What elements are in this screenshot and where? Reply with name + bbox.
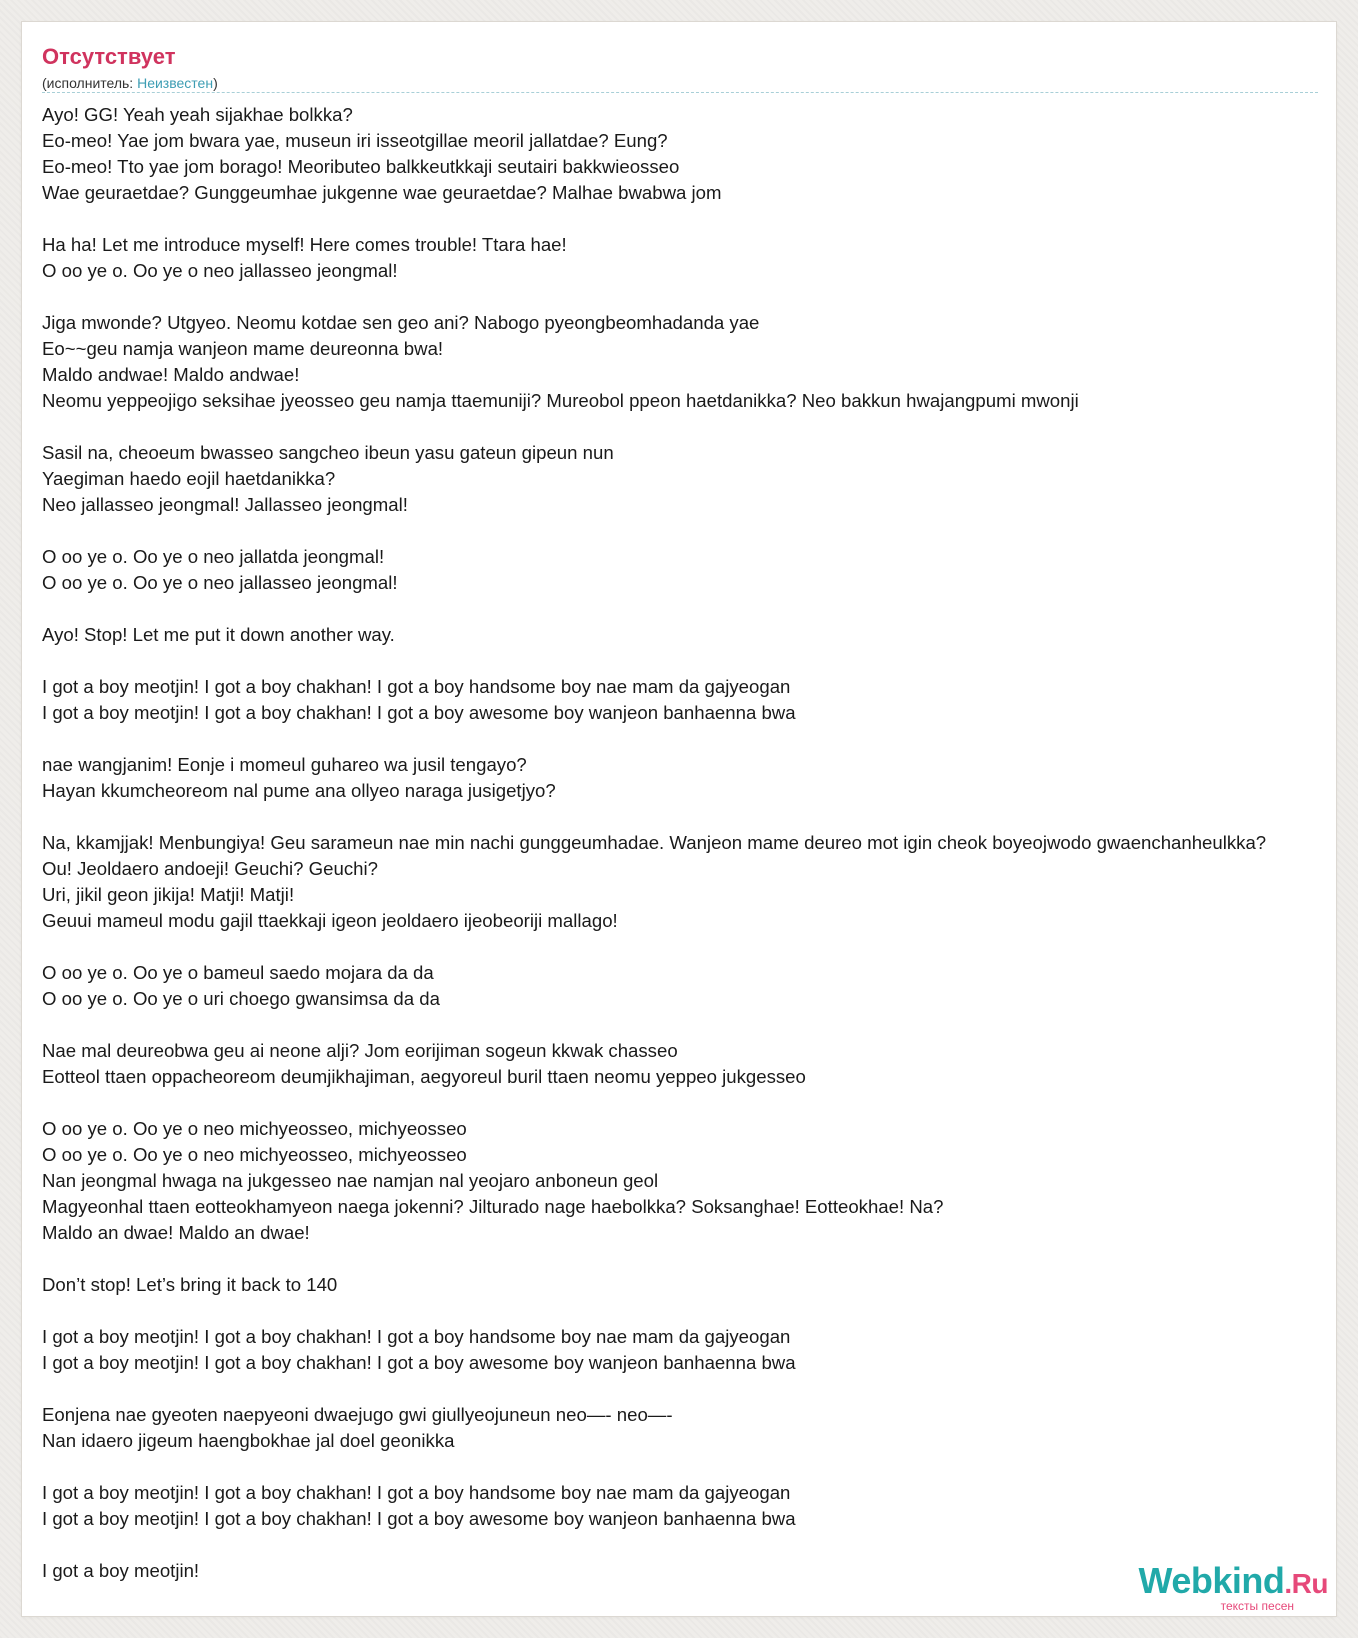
logo-ru-text: .Ru	[1284, 1568, 1328, 1599]
lyric-line: Wae geuraetdae? Gunggeumhae jukgenne wae geuraetdae? Malhae bwabwa jom	[42, 182, 722, 203]
logo-wordmark	[1138, 1560, 1328, 1602]
lyric-line: Yaegiman haedo eojil haetdanikka?	[42, 468, 336, 489]
lyric-line: Don’t stop! Let’s bring it back to 140	[42, 1274, 338, 1295]
artist-link[interactable]: Неизвестен	[137, 75, 214, 91]
lyrics-card	[22, 22, 1336, 1616]
lyric-blank-line	[42, 1532, 1336, 1558]
lyric-line: Eonjena nae gyeoten naepyeoni dwaejugo gwi giullyeojuneun neo—- neo—-	[42, 1404, 673, 1425]
lyric-line: Ha ha! Let me introduce myself! Here comes trouble! Ttara hae!	[42, 234, 567, 255]
lyric-line: I got a boy meotjin! I got a boy chakhan! I got a boy handsome boy nae mam da gajyeogan	[42, 676, 791, 697]
lyric-line: Eotteol ttaen oppacheoreom deumjikhajiman, aegyoreul buril ttaen neomu yeppeo jukgesseo	[42, 1066, 806, 1087]
artist-line	[42, 74, 1316, 92]
lyric-line: nae wangjanim! Eonje i momeul guhareo wa jusil tengayo?	[42, 754, 527, 775]
lyric-line: Maldo an dwae! Maldo an dwae!	[42, 1222, 310, 1243]
lyric-line: I got a boy meotjin! I got a boy chakhan! I got a boy awesome boy wanjeon banhaenna bwa	[42, 1508, 796, 1529]
lyric-blank-line	[42, 1012, 1336, 1038]
lyric-line: O oo ye o. Oo ye o uri choego gwansimsa da da	[42, 988, 440, 1009]
lyric-line: I got a boy meotjin! I got a boy chakhan! I got a boy handsome boy nae mam da gajyeogan	[42, 1326, 791, 1347]
lyric-blank-line	[42, 648, 1336, 674]
lyric-blank-line	[42, 206, 1336, 232]
lyric-line: Sasil na, cheoeum bwasseo sangcheo ibeun yasu gateun gipeun nun	[42, 442, 614, 463]
lyric-line: Nan jeongmal hwaga na jukgesseo nae namjan nal yeojaro anboneun geol	[42, 1170, 659, 1191]
lyric-line: Ou! Jeoldaero andoeji! Geuchi? Geuchi?	[42, 858, 378, 879]
lyric-blank-line	[42, 1298, 1336, 1324]
lyric-line: I got a boy meotjin! I got a boy chakhan! I got a boy awesome boy wanjeon banhaenna bwa	[42, 1352, 796, 1373]
lyric-blank-line	[42, 284, 1336, 310]
lyric-blank-line	[42, 414, 1336, 440]
lyric-line: O oo ye o. Oo ye o neo michyeosseo, michyeosseo	[42, 1144, 467, 1165]
lyric-line: Uri, jikil geon jikija! Matji! Matji!	[42, 884, 295, 905]
lyric-line: O oo ye o. Oo ye o neo michyeosseo, michyeosseo	[42, 1118, 467, 1139]
lyric-blank-line	[42, 518, 1336, 544]
lyric-line: Na, kkamjjak! Menbungiya! Geu sarameun nae min nachi gunggeumhadae. Wanjeon mame deureo mot igin cheok boyeojwodo gwaenchanheulkka?	[42, 832, 1267, 853]
song-title: Отсутствует	[42, 44, 176, 69]
lyric-line: Hayan kkumcheoreom nal pume ana ollyeo naraga jusigetjyo?	[42, 780, 556, 801]
lyric-line: Geuui mameul modu gajil ttaekkaji igeon jeoldaero ijeobeoriji mallago!	[42, 910, 618, 931]
lyric-line: I got a boy meotjin!	[42, 1560, 200, 1581]
logo-main-text: Webkind	[1138, 1560, 1285, 1601]
header-divider	[42, 92, 1318, 93]
lyric-line: Nan idaero jigeum haengbokhae jal doel geonikka	[42, 1430, 455, 1451]
lyric-line: I got a boy meotjin! I got a boy chakhan! I got a boy awesome boy wanjeon banhaenna bwa	[42, 702, 796, 723]
lyric-line: Eo-meo! Tto yae jom borago! Meoributeo balkkeutkkaji seutairi bakkwieosseo	[42, 156, 680, 177]
lyric-blank-line	[42, 1376, 1336, 1402]
artist-prefix: (исполнитель:	[42, 75, 138, 91]
lyric-line: O oo ye o. Oo ye o neo jallasseo jeongmal!	[42, 572, 398, 593]
lyric-line: Maldo andwae! Maldo andwae!	[42, 364, 300, 385]
lyric-line: Magyeonhal ttaen eotteokhamyeon naega jokenni? Jilturado nage haebolkka? Soksanghae! Eotteokhae! Na?	[42, 1196, 944, 1217]
lyric-blank-line	[42, 804, 1336, 830]
artist-suffix: )	[213, 75, 218, 91]
lyric-line: I got a boy meotjin! I got a boy chakhan! I got a boy handsome boy nae mam da gajyeogan	[42, 1482, 791, 1503]
webkind-logo[interactable]	[1138, 1560, 1328, 1613]
lyric-blank-line	[42, 1246, 1336, 1272]
lyric-line: Eo-meo! Yae jom bwara yae, museun iri isseotgillae meoril jallatdae? Eung?	[42, 130, 668, 151]
lyric-blank-line	[42, 726, 1336, 752]
lyric-blank-line	[42, 934, 1336, 960]
lyric-line: Neo jallasseo jeongmal! Jallasseo jeongmal!	[42, 494, 408, 515]
lyric-line: Eo~~geu namja wanjeon mame deureonna bwa!	[42, 338, 444, 359]
lyric-line: O oo ye o. Oo ye o bameul saedo mojara da da	[42, 962, 434, 983]
lyric-line: O oo ye o. Oo ye o neo jallasseo jeongmal!	[42, 260, 398, 281]
lyric-line: O oo ye o. Oo ye o neo jallatda jeongmal!	[42, 546, 385, 567]
lyric-line: Nae mal deureobwa geu ai neone alji? Jom eorijiman sogeun kkwak chasseo	[42, 1040, 678, 1061]
lyric-line: Ayo! GG! Yeah yeah sijakhae bolkka?	[42, 104, 353, 125]
lyric-blank-line	[42, 1090, 1336, 1116]
lyrics-text	[42, 102, 1336, 1584]
lyric-line: Neomu yeppeojigo seksihae jyeosseo geu namja ttaemuniji? Mureobol ppeon haetdanikka? Neo bakkun hwajangpumi mwonji	[42, 390, 1079, 411]
lyric-line: Jiga mwonde? Utgyeo. Neomu kotdae sen geo ani? Nabogo pyeongbeomhadanda yae	[42, 312, 760, 333]
lyric-line: Ayo! Stop! Let me put it down another way.	[42, 624, 395, 645]
lyric-blank-line	[42, 596, 1336, 622]
lyric-blank-line	[42, 1454, 1336, 1480]
logo-tagline: тексты песен	[1220, 1599, 1294, 1613]
